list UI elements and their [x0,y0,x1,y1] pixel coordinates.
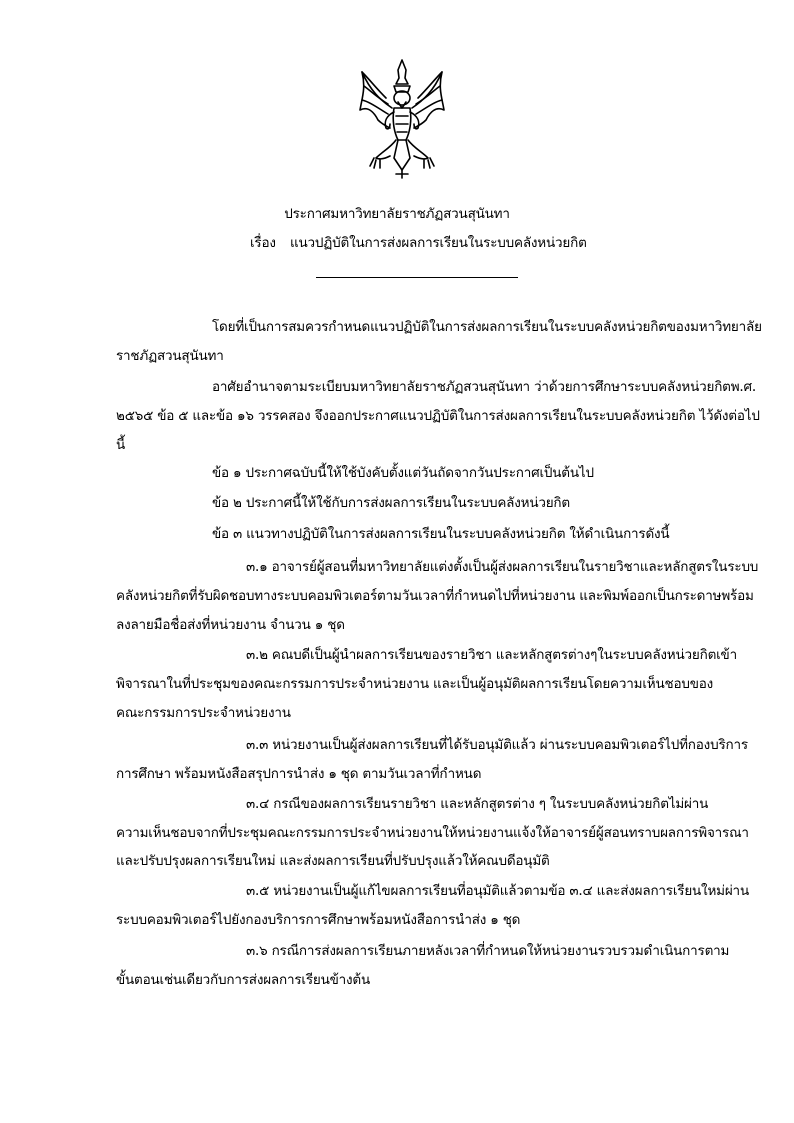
clause-3: ข้อ ๓ แนวทางปฏิบัติในการส่งผลการเรียนในระบบคลังหน่วยกิต ให้ดำเนินการดังนี้ [212,526,670,542]
clause-3-2-line-1: ๓.๒ คณบดีเป็นผู้นำผลการเรียนของรายวิชา และหลักสูตรต่างๆในระบบคลังหน่วยกิตเข้า [246,647,737,663]
clause-3-6-line-1: ๓.๖ กรณีการส่งผลการเรียนภายหลังเวลาที่กำหนดให้หน่วยงานรวบรวมดำเนินการตาม [246,943,730,959]
clause-1: ข้อ ๑ ประกาศฉบับนี้ให้ใช้บังคับตั้งแต่วันถัดจากวันประกาศเป็นต้นไป [212,465,594,481]
clause-3-5-line-2: ระบบคอมพิวเตอร์ไปยังกองบริการการศึกษาพร้อมหนังสือการนำส่ง ๑ ชุด [116,912,521,928]
clause-3-3-line-2: การศึกษา พร้อมหนังสือสรุปการนำส่ง ๑ ชุด ตามวันเวลาที่กำหนด [116,766,482,782]
clause-2: ข้อ ๒ ประกาศนี้ให้ใช้กับการส่งผลการเรียนในระบบคลังหน่วยกิต [212,495,570,511]
clause-3-1-line-1: ๓.๑ อาจารย์ผู้สอนที่มหาวิทยาลัยแต่งตั้งเป็นผู้ส่งผลการเรียนในรายวิชาและหลักสูตรในระบบ [246,559,759,575]
clause-3-4-line-3: และปรับปรุงผลการเรียนใหม่ และส่งผลการเรียนที่ปรับปรุงแล้วให้คณบดีอนุมัติ [116,853,550,869]
title-divider [316,277,518,278]
clause-3-1-line-2: คลังหน่วยกิตที่รับผิดชอบทางระบบคอมพิวเตอร์ตามวันเวลาที่กำหนดไปที่หน่วยงาน และพิมพ์ออกเป็นกระดาษพร้อม [116,588,754,604]
authority-line-3: นี้ [116,437,126,453]
clause-3-2-line-2: พิจารณาในที่ประชุมของคณะกรรมการประจำหน่วยงาน และเป็นผู้อนุมัติผลการเรียนโดยความเห็นชอบของ [116,676,714,692]
clause-3-4-line-1: ๓.๔ กรณีของผลการเรียนรายวิชา และหลักสูตรต่าง ๆ ในระบบคลังหน่วยกิตไม่ผ่าน [246,796,709,812]
intro-line-2: ราชภัฏสวนสุนันทา [116,348,224,364]
announcement-title: ประกาศมหาวิทยาลัยราชภัฏสวนสุนันทา [284,206,510,222]
clause-3-4-line-2: ความเห็นชอบจากที่ประชุมคณะกรรมการประจำหน่วยงานให้หน่วยงานแจ้งให้อาจารย์ผู้สอนทราบผลการพิจารณา [116,825,749,841]
subject-label: เรื่อง [250,235,276,251]
clause-3-5-line-1: ๓.๕ หน่วยงานเป็นผู้แก้ไขผลการเรียนที่อนุมัติแล้วตามข้อ ๓.๔ และส่งผลการเรียนใหม่ผ่าน [246,883,749,899]
garuda-emblem-icon [356,58,448,180]
clause-3-2-line-3: คณะกรรมการประจำหน่วยงาน [116,705,291,721]
authority-line-2: ๒๕๖๕ ข้อ ๕ และข้อ ๑๖ วรรคสอง จึงออกประกาศแนวปฏิบัติในการส่งผลการเรียนในระบบคลังหน่วยกิต ไว้ดังต่อไป [116,408,760,424]
clause-3-3-line-1: ๓.๓ หน่วยงานเป็นผู้ส่งผลการเรียนที่ได้รับอนุมัติแล้ว ผ่านระบบคอมพิวเตอร์ไปที่กองบริการ [246,737,748,753]
intro-line-1: โดยที่เป็นการสมควรกำหนดแนวปฏิบัติในการส่งผลการเรียนในระบบคลังหน่วยกิตของมหาวิทยาลัย [212,319,762,335]
clause-3-1-line-3: ลงลายมือชื่อส่งที่หน่วยงาน จำนวน ๑ ชุด [116,617,345,633]
clause-3-6-line-2: ขั้นตอนเช่นเดียวกับการส่งผลการเรียนข้างต้น [116,972,371,988]
subject-text: แนวปฏิบัติในการส่งผลการเรียนในระบบคลังหน่วยกิต [290,235,587,251]
authority-line-1: อาศัยอำนาจตามระเบียบมหาวิทยาลัยราชภัฏสวนสุนันทา ว่าด้วยการศึกษาระบบคลังหน่วยกิตพ.ศ. [212,379,756,395]
